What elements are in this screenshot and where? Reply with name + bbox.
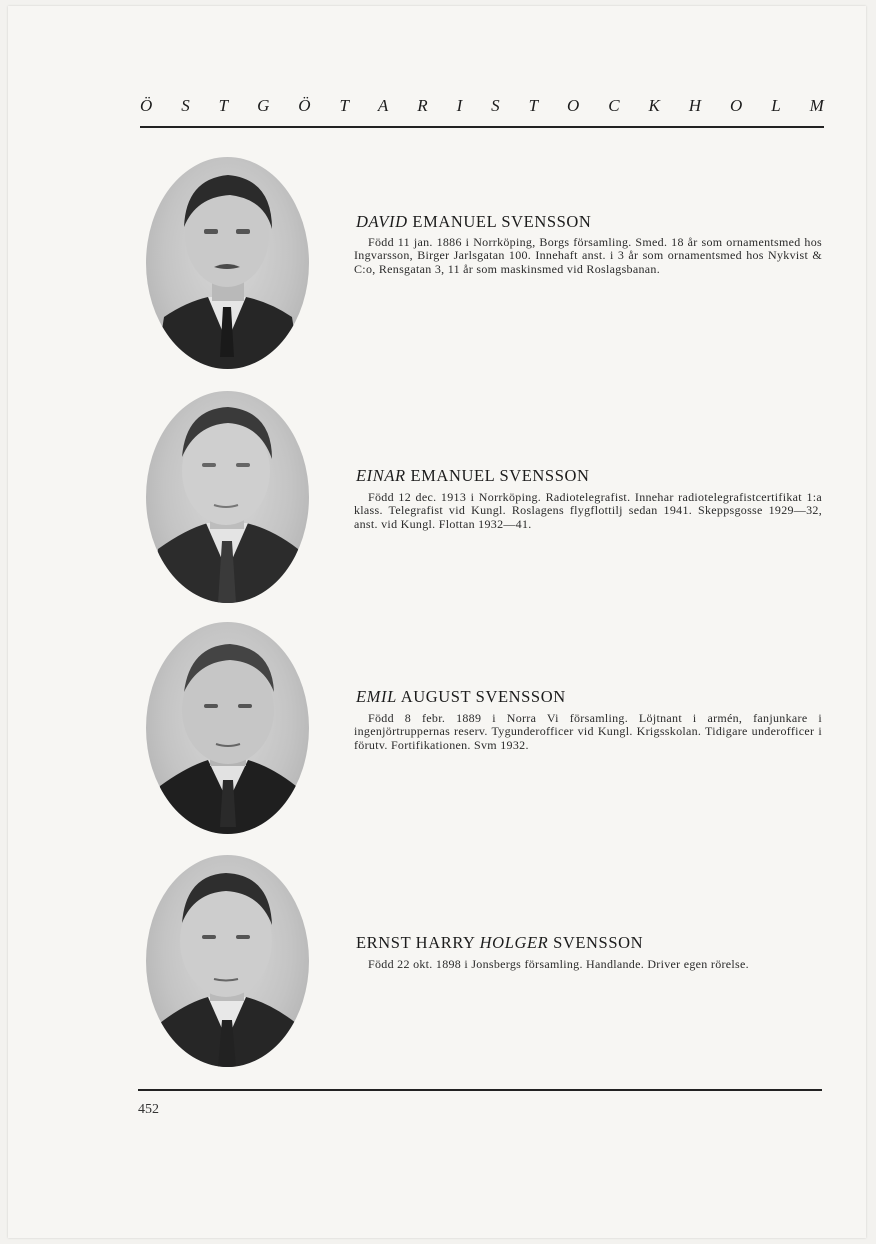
portrait-photo: [146, 855, 309, 1067]
running-head-letter: T: [218, 96, 229, 115]
person-name: [356, 687, 566, 707]
name-rest: EMANUEL SVENSSON: [405, 466, 590, 485]
name-rest: SVENSSON: [548, 933, 644, 952]
running-head-letter: O: [730, 96, 743, 115]
running-head-letter: K: [648, 96, 660, 115]
running-head-letter: L: [771, 96, 781, 115]
running-head-letter: M: [809, 96, 824, 115]
running-head-letter: T: [339, 96, 349, 115]
running-head-letter: T: [528, 96, 539, 115]
running-head-letter: A: [377, 96, 389, 115]
running-head-letter: S: [491, 96, 500, 115]
portrait-image: [146, 157, 309, 369]
biography-text: Född 11 jan. 1886 i Norrköping, Borgs församling. Smed. 18 år som ornamentsmed hos Ingvarsson, Birger Jarlsgatan 100. Innehaft anst. i 3 år som ornamentsmed hos Nykvist & C:o, Rensgatan 3, 11 år som maskinsmed vid Roslagsbanan.: [354, 235, 822, 276]
running-head-letter: R: [417, 96, 428, 115]
running-head: [140, 96, 824, 116]
page-number: 452: [138, 1102, 159, 1117]
portrait-image: [146, 855, 309, 1067]
given-name-italic: HOLGER: [479, 933, 549, 952]
running-head-letter: C: [608, 96, 620, 115]
portrait-photo: [146, 391, 309, 603]
person-name: [356, 933, 643, 953]
name-prefix: ERNST HARRY: [356, 933, 480, 952]
footer-rule: [138, 1089, 822, 1091]
running-head-letter: I: [456, 96, 463, 115]
running-head-letter: O: [567, 96, 580, 115]
running-head-letter: S: [181, 96, 190, 115]
portrait-photo: [146, 157, 309, 369]
given-name-italic: DAVID: [356, 212, 408, 231]
given-name-italic: EMIL: [356, 687, 397, 706]
portrait-photo: [146, 622, 309, 834]
running-head-letter: G: [257, 96, 270, 115]
header-rule: [140, 126, 824, 128]
given-name-italic: EINAR: [356, 466, 406, 485]
running-head-letter: Ö: [140, 96, 153, 115]
biography-text: Född 12 dec. 1913 i Norrköping. Radiotelegrafist. Innehar radiotelegrafistcertifikat 1:a klass. Telegrafist vid Kungl. Roslagens flygflottilj sedan 1941. Skeppsgosse 1929—32, anst. vid Kungl. Flottan 1932—41.: [354, 490, 822, 531]
name-rest: EMANUEL SVENSSON: [407, 212, 592, 231]
name-rest: AUGUST SVENSSON: [396, 687, 566, 706]
person-name: [356, 212, 591, 232]
person-name: [356, 466, 590, 486]
portrait-image: [146, 391, 309, 603]
biography-text: Född 22 okt. 1898 i Jonsbergs församling. Handlande. Driver egen rörelse.: [368, 957, 749, 971]
page-sheet: [8, 6, 866, 1238]
portrait-image: [146, 622, 309, 834]
running-head-letter: Ö: [298, 96, 311, 115]
running-head-letter: H: [688, 96, 702, 115]
biography-text: Född 8 febr. 1889 i Norra Vi församling. Löjtnant i armén, fanjunkare i ingenjörtruppernas reserv. Tygunderofficer vid Kungl. Krigsskolan. Tidigare underofficer i förutv. Fortifikationen. Svm 1932.: [354, 711, 822, 752]
